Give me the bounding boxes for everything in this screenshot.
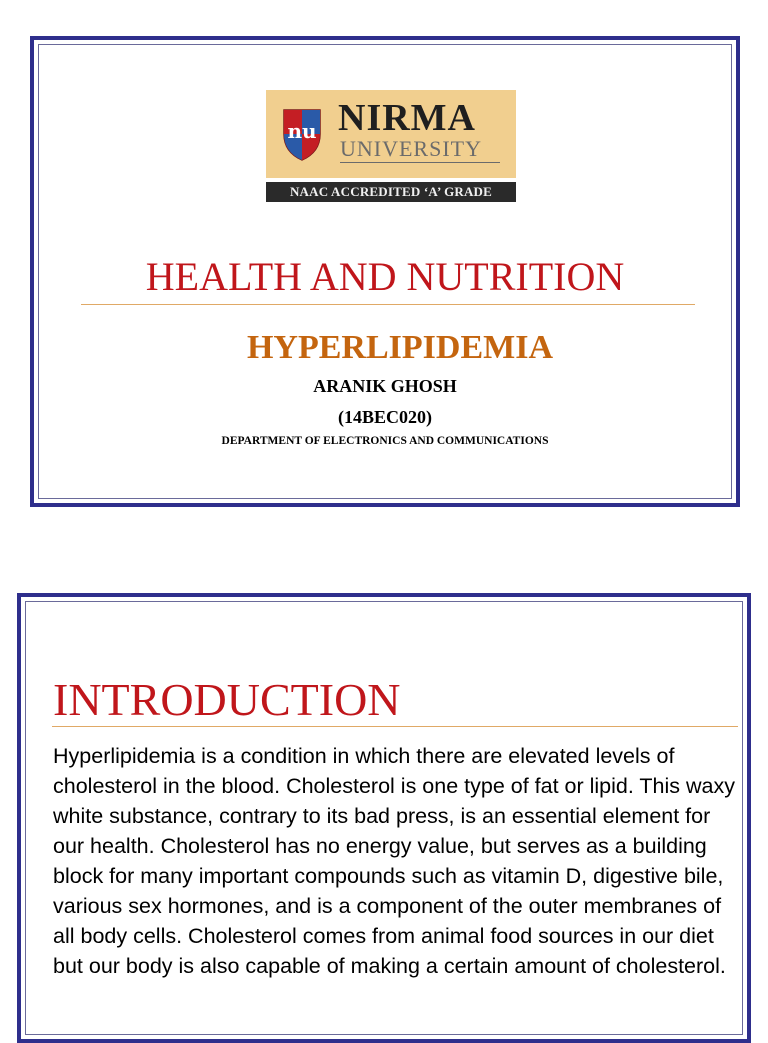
presentation-subtitle: HYPERLIPIDEMIA	[246, 329, 554, 366]
logo-background	[266, 90, 516, 178]
slide-title: INTRODUCTION	[53, 674, 401, 725]
title-slide	[30, 36, 740, 507]
introduction-slide	[17, 593, 751, 1043]
svg-text:nu: nu	[287, 119, 317, 143]
logo-name: NIRMA	[338, 97, 476, 139]
logo-divider	[340, 162, 500, 163]
university-crest-icon	[280, 100, 324, 162]
presentation-title: HEALTH AND NUTRITION	[145, 254, 625, 299]
slide-inner-border	[38, 44, 732, 499]
slide-body-text: Hyperlipidemia is a condition in which there are elevated levels of cholesterol in the blood. Cholesterol is one type of fat or lipid. This waxy white substance, contrary to its bad press, is an essential element for our health. Cholesterol has no energy value, but serves as a building block for many important compounds such as vitamin D, digestive bile, various sex hormones, and is a component of the outer membranes of all body cells. Cholesterol comes from animal food sources in our diet but our body is also capable of making a certain amount of cholesterol.	[53, 744, 735, 978]
department-name: DEPARTMENT OF ELECTRONICS AND COMMUNICATIONS	[221, 435, 549, 447]
title-divider	[52, 726, 738, 727]
nirma-university-logo	[266, 90, 516, 202]
roll-number: (14BEC020)	[338, 407, 432, 427]
logo-university: UNIVERSITY	[340, 136, 482, 161]
accreditation-band: NAAC ACCREDITED ‘A’ GRADE	[266, 182, 516, 202]
slide-inner-border	[25, 601, 743, 1035]
title-divider	[81, 304, 695, 305]
author-name: ARANIK GHOSH	[313, 376, 457, 396]
